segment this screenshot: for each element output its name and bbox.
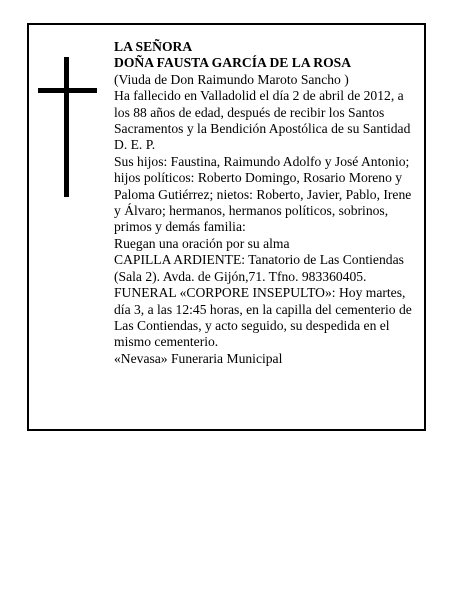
- death-announcement: Ha fallecido en Valladolid el día 2 de abril de 2012, a los 88 años de edad, después de recibir los Santos Sacramentos y la Bendición Apostólica de su Santidad D. E. P.: [114, 88, 411, 153]
- widow-line: (Viuda de Don Raimundo Maroto Sancho ): [114, 71, 349, 87]
- cross-horizontal-bar: [38, 88, 97, 93]
- chapel-info: CAPILLA ARDIENTE: Tanatorio de Las Contiendas (Sala 2). Avda. de Gijón,71. Tfno. 983360405.: [114, 252, 404, 284]
- notice-title: LA SEÑORA: [114, 39, 193, 54]
- funeral-info: FUNERAL «CORPORE INSEPULTO»: Hoy martes, día 3, a las 12:45 horas, en la capilla del cementerio de Las Contiendas, y acto seguido, su despedida en el mismo cementerio.: [114, 285, 412, 350]
- funeral-home: «Nevasa» Funeraria Municipal: [114, 350, 283, 366]
- obituary-text: [114, 39, 417, 367]
- deceased-name: DOÑA FAUSTA GARCÍA DE LA ROSA: [114, 55, 352, 71]
- cross-vertical-bar: [64, 57, 69, 197]
- prayer-request: Ruegan una oración por su alma: [114, 235, 290, 251]
- family-list: Sus hijos: Faustina, Raimundo Adolfo y José Antonio; hijos políticos: Roberto Domingo, Rosario Moreno y Paloma Gutiérrez; nietos: Roberto, Javier, Pablo, Irene y Álvaro; hermanos, hermanos políticos, sobrinos, primos y demás familia:: [114, 153, 412, 235]
